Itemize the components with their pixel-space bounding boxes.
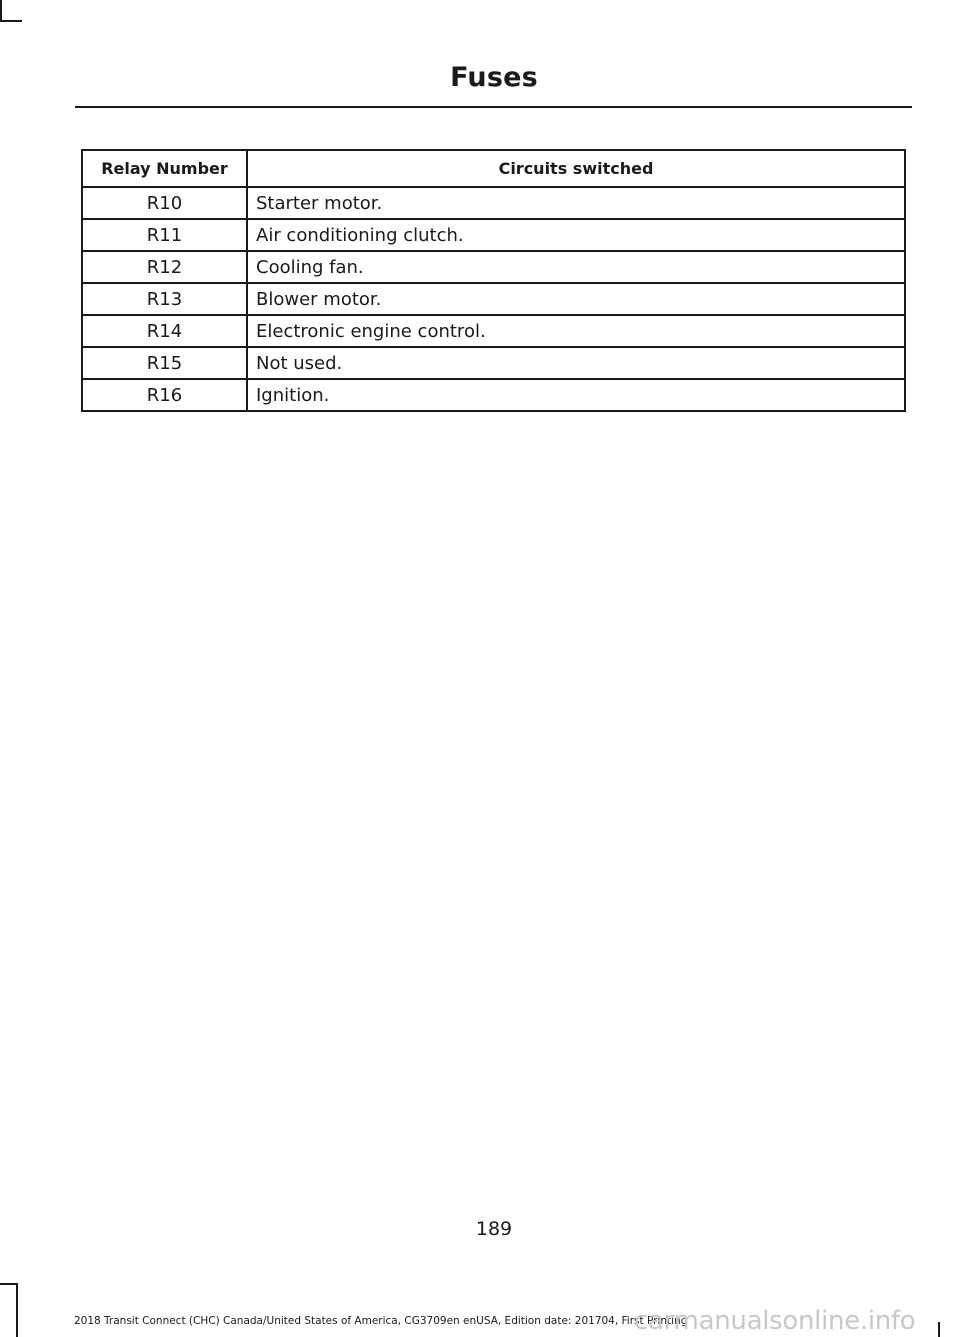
relay-number-cell: R11 — [82, 219, 247, 251]
table-row — [82, 379, 905, 411]
circuit-cell: Electronic engine control. — [247, 315, 905, 347]
crop-mark-bottom-left-horizontal — [0, 1283, 18, 1285]
crop-mark-top-left-horizontal — [0, 20, 22, 22]
relay-number-cell: R15 — [82, 347, 247, 379]
relay-number-cell: R14 — [82, 315, 247, 347]
relay-number-cell: R10 — [82, 187, 247, 219]
circuit-cell: Starter motor. — [247, 187, 905, 219]
circuit-cell: Ignition. — [247, 379, 905, 411]
relay-table — [81, 149, 906, 412]
circuit-cell: Not used. — [247, 347, 905, 379]
column-header-relay-number: Relay Number — [82, 150, 247, 187]
table-row — [82, 283, 905, 315]
relay-number-cell: R12 — [82, 251, 247, 283]
watermark-text: carmanualsonline.info — [634, 1306, 916, 1336]
crop-mark-bottom-right-vertical — [938, 1322, 940, 1337]
edition-footer: 2018 Transit Connect (CHC) Canada/United States of America, CG3709en enUSA, Edition date: 201704, First Printing — [74, 1315, 688, 1327]
page-title: Fuses — [450, 62, 538, 93]
relay-number-cell: R13 — [82, 283, 247, 315]
crop-mark-bottom-left-vertical — [16, 1283, 18, 1337]
table-row — [82, 347, 905, 379]
title-divider — [75, 106, 912, 108]
relay-number-cell: R16 — [82, 379, 247, 411]
table-row — [82, 251, 905, 283]
table-row — [82, 315, 905, 347]
table-row — [82, 187, 905, 219]
crop-mark-top-left-vertical — [0, 0, 2, 22]
circuit-cell: Blower motor. — [247, 283, 905, 315]
table-header-row — [82, 150, 905, 187]
page-number: 189 — [475, 1218, 513, 1240]
column-header-circuits-switched: Circuits switched — [247, 150, 905, 187]
table-row — [82, 219, 905, 251]
circuit-cell: Air conditioning clutch. — [247, 219, 905, 251]
circuit-cell: Cooling fan. — [247, 251, 905, 283]
